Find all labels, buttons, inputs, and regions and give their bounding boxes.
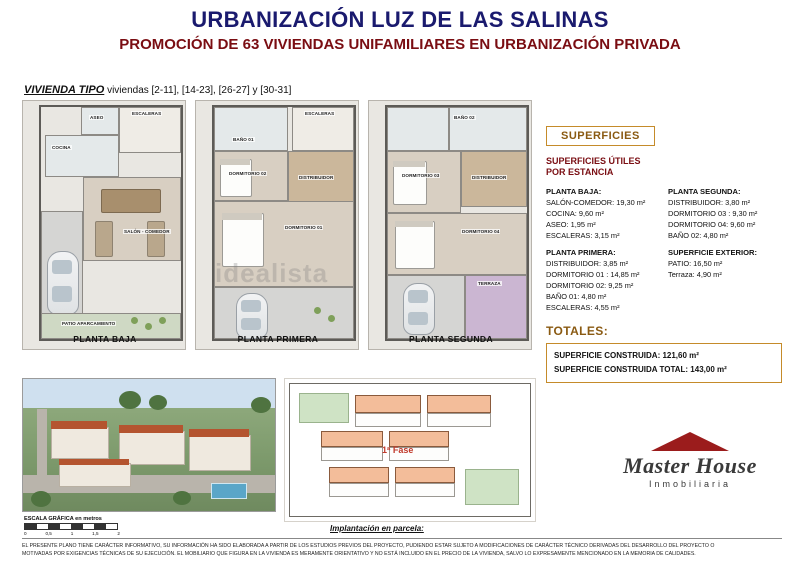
surface-group-planta-primera <box>546 248 654 314</box>
surface-group-title-exterior: SUPERFICIE EXTERIOR: <box>668 247 758 257</box>
surface-line: DISTRIBUIDOR: 3,85 m² <box>546 258 629 268</box>
surface-line: BAÑO 02: 4,80 m² <box>668 230 729 240</box>
surfaces-columns <box>546 187 782 321</box>
total-built-area-total: SUPERFICIE CONSTRUIDA TOTAL: 143,00 m² <box>554 365 727 375</box>
page-title: URBANIZACIÓN LUZ DE LAS SALINAS <box>191 7 609 32</box>
vivienda-tipo-label: VIVIENDA TIPO <box>24 84 105 96</box>
room-label-escaleras-p1: ESCALERAS <box>305 111 335 116</box>
surface-line: DORMITORIO 03 : 9,30 m² <box>668 208 758 218</box>
legal-footer-line1: EL PRESENTE PLANO TIENE CARÁCTER INFORMATIVO, SU INFORMACIÓN HA SIDO ELABORADA A PARTIR DE LOS ESTUDIOS PREVIOS DEL PROYECTO, PUDIENDO ESTAR SUJETO A MODIFICACIONES DE CARÁCTER TÉCNICO DERIVADAS DEL DESARROLLO DEL PROYECTO O <box>22 543 715 549</box>
site-plan-caption: Implantación en parcela: <box>330 524 424 533</box>
page-subtitle: PROMOCIÓN DE 63 VIVIENDAS UNIFAMILIARES EN URBANIZACIÓN PRIVADA <box>119 36 681 54</box>
room-label-bano02-p2: BAÑO 02 <box>454 115 475 120</box>
room-label-salon-pb: SALÓN - COMEDOR <box>124 229 170 234</box>
scale-number: 2 <box>117 531 120 536</box>
car-graphic-p1 <box>236 293 268 339</box>
vivienda-tipo-text: viviendas [2-11], [14-23], [26-27] y [30-31] <box>107 85 292 96</box>
surface-group-title-pb: PLANTA BAJA: <box>546 186 602 196</box>
room-hall-p2 <box>449 107 527 151</box>
watermark: idealista <box>215 258 329 288</box>
logo-subtitle: Inmobiliaria <box>648 479 732 489</box>
surface-line: COCINA: 9,60 m² <box>546 208 604 218</box>
surface-line: PATIO: 16,50 m² <box>668 258 723 268</box>
scale-bar <box>24 516 120 536</box>
surfaces-heading <box>546 156 782 179</box>
sofa-right <box>147 221 165 257</box>
site-plan <box>284 378 536 522</box>
surface-line: DORMITORIO 02: 9,25 m² <box>546 281 634 291</box>
room-label-dormitorio04-p2: DORMITORIO 04 <box>462 229 500 234</box>
surfaces-heading-line1: SUPERFICIES ÚTILES <box>546 156 641 166</box>
bed-dorm03 <box>393 161 427 205</box>
floor-plans <box>22 100 534 375</box>
room-cocina-pb <box>45 135 119 177</box>
vivienda-tipo-line <box>24 84 291 96</box>
logo-name: Master House <box>623 453 757 478</box>
page-header <box>0 0 800 54</box>
surfaces-column-right <box>668 187 776 321</box>
site-plan-phase-label: 1ª Fase <box>382 445 414 455</box>
scale-number: 1 <box>70 531 74 536</box>
room-label-dormitorio01-p1: DORMITORIO 01 <box>285 225 323 230</box>
room-label-aseo-pb: ASEO <box>90 115 104 120</box>
surface-line: BAÑO 01: 4,80 m² <box>546 292 607 302</box>
room-label-patio-pb: PATIO APARCAMIENTO <box>62 321 116 326</box>
surface-line: Terraza: 4,90 m² <box>668 270 722 280</box>
surface-line: SALÓN-COMEDOR: 19,30 m² <box>546 197 646 207</box>
surface-line: DISTRIBUIDOR: 3,80 m² <box>668 197 751 207</box>
surface-group-title-p1: PLANTA PRIMERA: <box>546 247 616 257</box>
floor-plan-planta-primera <box>195 100 359 350</box>
surface-line: ASEO: 1,95 m² <box>546 219 596 229</box>
room-label-dormitorio03-p2: DORMITORIO 03 <box>402 173 440 178</box>
room-bano01-p1 <box>214 107 288 151</box>
surface-line: DORMITORIO 01 : 14,85 m² <box>546 270 640 280</box>
bed-dorm01 <box>222 213 264 267</box>
sofa-left <box>95 221 113 257</box>
scale-bar-numbers <box>24 531 120 536</box>
room-bano02-p2 <box>387 107 449 151</box>
room-label-distribuidor-p1: DISTRIBUIDOR <box>299 175 334 180</box>
surfaces-title: SUPERFICIES <box>546 126 655 146</box>
garage-under-p1 <box>214 287 354 339</box>
surface-line: ESCALERAS: 3,15 m² <box>546 230 620 240</box>
surfaces-column-left <box>546 187 654 321</box>
room-aseo-pb <box>81 107 119 135</box>
surface-group-exterior <box>668 248 776 280</box>
room-label-bano01-p1: BAÑO 01 <box>233 137 254 142</box>
bed-dorm04 <box>395 221 435 269</box>
scale-bar-title: ESCALA GRÁFICA en metros <box>24 516 102 522</box>
car-graphic-pb <box>47 251 79 315</box>
room-label-dormitorio02-p1: DORMITORIO 02 <box>229 171 267 176</box>
surfaces-panel <box>546 126 782 383</box>
company-logo <box>600 424 780 489</box>
scale-number: 0,5 <box>45 531 52 536</box>
surface-group-planta-baja <box>546 187 654 241</box>
aerial-photo <box>22 378 276 512</box>
surfaces-heading-line2: POR ESTANCIA <box>546 167 614 178</box>
legal-footer-line2: MOTIVADAS POR EXIGENCIAS TÉCNICAS DE SU EJECUCIÓN. EL MOBILIARIO QUE FIGURA EN LA VIVIENDA ES MERAMENTE ORIENTATIVO Y NO ESTÁ INCLUIDO EN EL PRECIO DE LA VIVIENDA, SALVO LO EXPRESAMENTE MENCIONADO EN LA MEMORIA DE CALIDADES. <box>22 551 696 558</box>
house-roof-icon <box>651 424 729 454</box>
floor-plan-caption-p2: PLANTA SEGUNDA <box>409 334 493 344</box>
floor-plan-caption-pb: PLANTA BAJA <box>73 334 137 344</box>
room-label-cocina-pb: COCINA <box>52 145 71 150</box>
surface-group-title-p2: PLANTA SEGUNDA: <box>668 186 741 196</box>
scale-bar-graphic <box>24 523 118 530</box>
legal-footer <box>22 538 782 558</box>
room-label-escaleras-pb: ESCALERAS <box>132 111 162 116</box>
floor-plan-caption-p1: PLANTA PRIMERA <box>237 334 319 344</box>
surface-line: DORMITORIO 04: 9,60 m² <box>668 219 756 229</box>
totals-box <box>546 343 782 382</box>
room-label-distribuidor-p2: DISTRIBUIDOR <box>472 175 507 180</box>
floor-plan-planta-segunda <box>368 100 532 350</box>
scale-number: 1,5 <box>92 531 99 536</box>
room-label-terraza-p2: TERRAZA <box>478 281 501 286</box>
totals-label: TOTALES: <box>546 324 609 339</box>
total-built-area: SUPERFICIE CONSTRUIDA: 121,60 m² <box>554 351 699 361</box>
scale-number: 0 <box>24 531 27 536</box>
dining-table <box>101 189 161 213</box>
surface-line: ESCALERAS: 4,55 m² <box>546 303 620 313</box>
floor-plan-planta-baja <box>22 100 186 350</box>
surface-group-planta-segunda <box>668 187 776 241</box>
car-graphic-p2 <box>403 283 435 335</box>
